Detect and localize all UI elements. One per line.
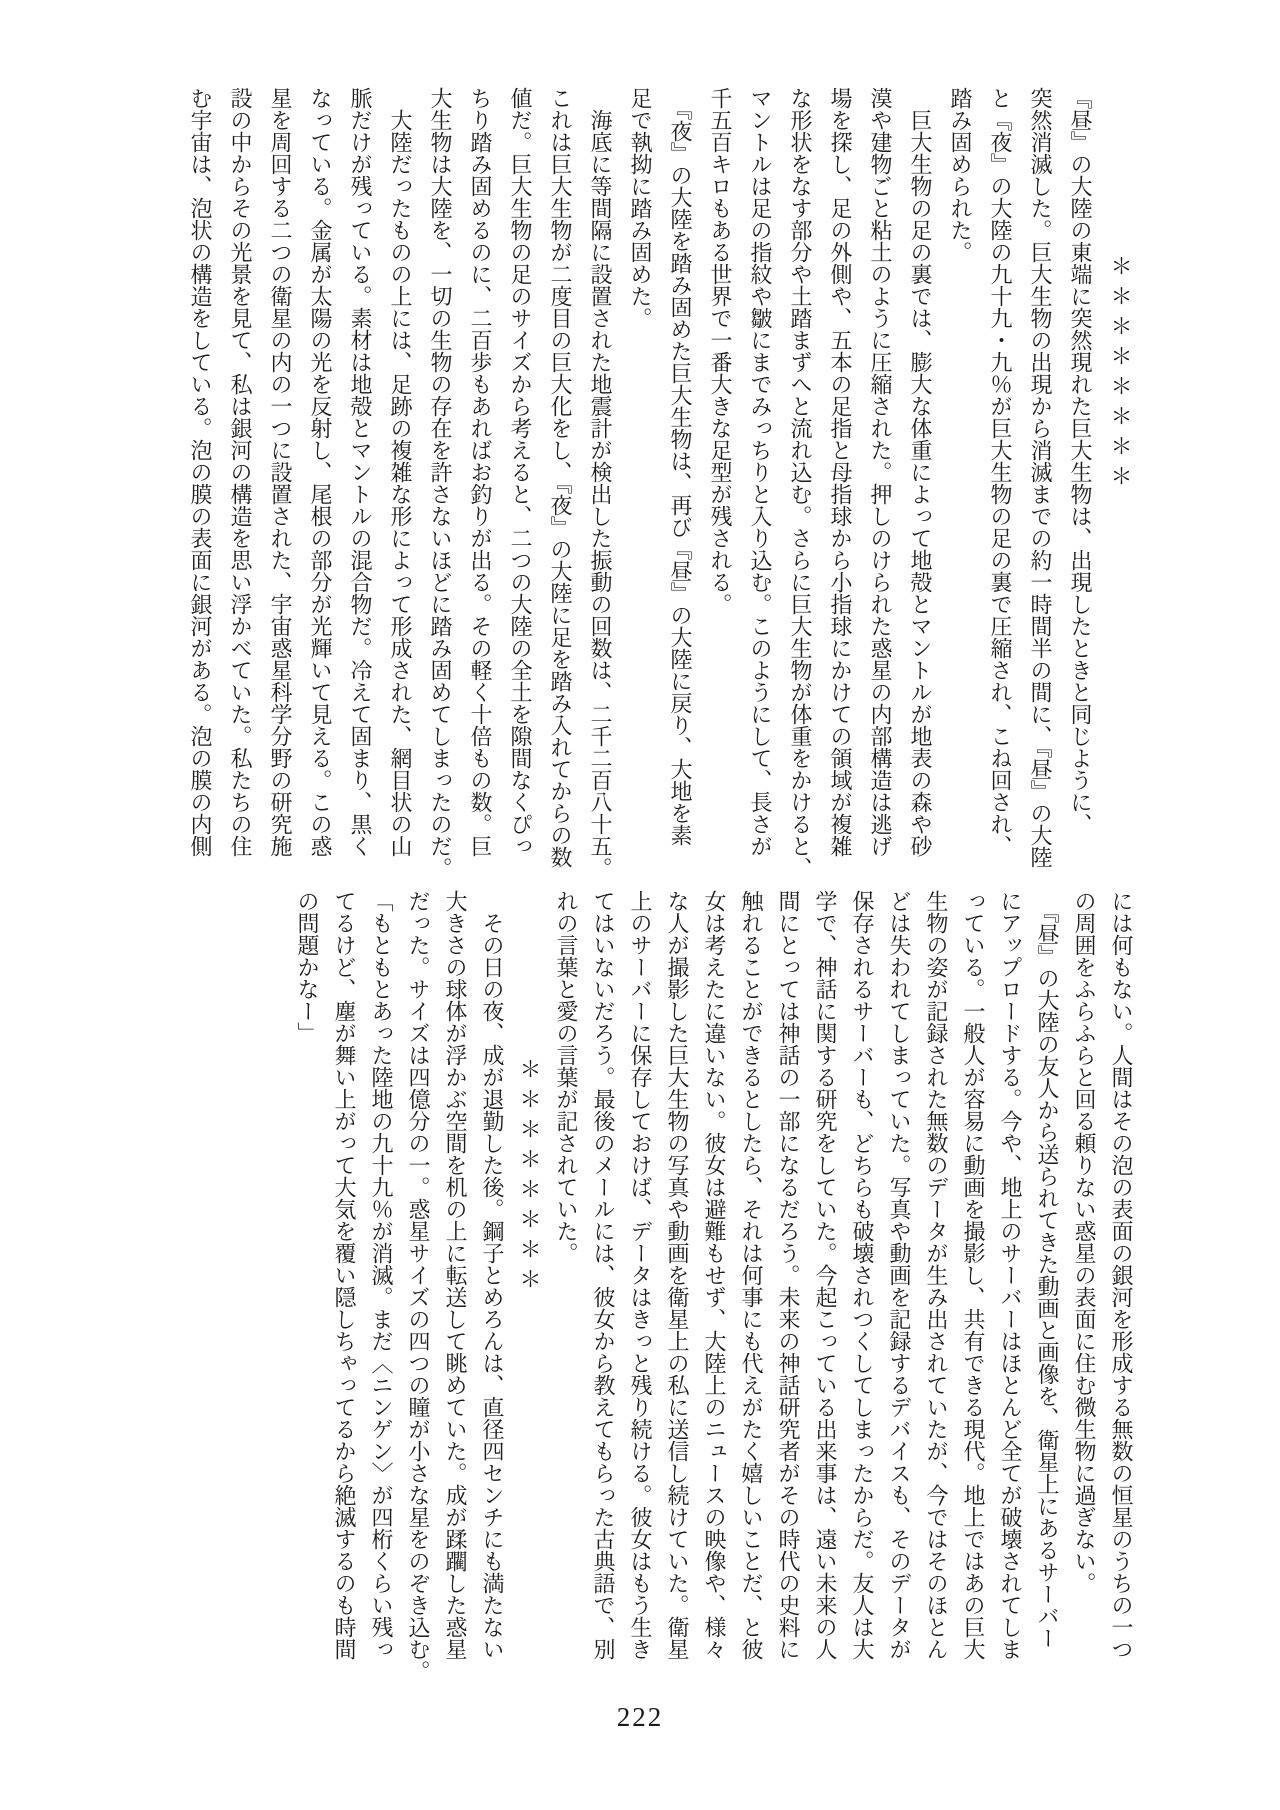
text-line: 足で執拗に踏み固めた。 (628, 87, 653, 329)
text-line: 大生物は大陸を、一切の生物の存在を許さないほどに踏み固めてしまったのだ。 (428, 87, 453, 879)
text-line: には何もない。人間はその泡の表面の銀河を形成する無数の恒星のうちの一つ (1109, 890, 1134, 1660)
text-line: 上のサーバーに保存しておけば、データはきっと残り続ける。彼女はもう生き (628, 890, 653, 1660)
text-line: 女は考えたに違いない。彼女は避難もせず、大陸上のニュースの映像や、様々 (702, 890, 727, 1660)
text-line: 踏み固められた。 (948, 87, 973, 263)
text-line: と『夜』の大陸の九十九・九％が巨大生物の足の裏で圧縮され、こね回され、 (988, 87, 1013, 857)
text-line: 生物の姿が記録された無数のデータが生み出されていたが、今ではそのほとん (924, 890, 949, 1660)
page-number: 222 (616, 1702, 664, 1732)
text-line: 値だ。巨大生物の足のサイズから考えると、二つの大陸の全土を隙間なくぴっ (508, 87, 533, 857)
text-line: 星を周回する二つの衛星の内の一つに設置された、宇宙惑星科学分野の研究施 (268, 87, 293, 857)
text-line: 大陸だったものの上には、足跡の複雑な形によって形成された、網目状の山 (388, 87, 413, 857)
text-line: の周囲をふらふらと回る頼りない惑星の表面に住む微生物に過ぎない。 (1072, 890, 1097, 1594)
text-line: 『昼』の大陸の東端に突然現れた巨大生物は、出現したときと同じように、 (1068, 87, 1093, 835)
text-line: その日の夜、成が退勤した後。鋼子とめろんは、直径四センチにも満たない (480, 890, 505, 1660)
text-line: 保存されるサーバーも、どちらも破壊されつくしてしまったからだ。友人は大 (850, 890, 875, 1660)
text-line: 『昼』の大陸の友人から送られてきた動画と画像を、衛星上にあるサーバー (1035, 890, 1060, 1649)
text-line: な人が撮影した巨大生物の写真や動画を衛星上の私に送信し続けていた。衛星 (665, 890, 690, 1660)
text-line: 「もともとあった陸地の九十九％が消滅。まだ〈ニンゲン〉が四桁くらい残っ (369, 890, 394, 1660)
text-line: ちり踏み固めるのに、二百歩もあればお釣りが出る。その軽く十倍もの数。巨 (468, 87, 493, 857)
text-line: 突然消滅した。巨大生物の出現から消滅までの約一時間半の間に、『昼』の大陸 (1028, 87, 1053, 868)
bottom-text-block (289, 890, 1140, 1682)
text-line: なっている。金属が太陽の光を反射し、尾根の部分が光輝いて見える。この惑 (308, 87, 333, 857)
text-line: む宇宙は、泡状の構造をしている。泡の膜の表面に銀河がある。泡の膜の内側 (188, 87, 213, 857)
section-separator: ＊＊＊＊＊＊＊＊ (1108, 255, 1133, 495)
text-line: 学で、神話に関する研究をしていた。今起こっている出来事は、遠い未来の人 (813, 890, 838, 1660)
text-line: 触れることができるとしたら、それは何事にも代えがたく嬉しいことだ、と彼 (739, 890, 764, 1660)
text-line: 大きさの球体が浮かぶ空間を机の上に転送して眺めていた。成が蹂躙した惑星 (443, 890, 468, 1660)
text-line: てはいないだろう。最後のメールには、彼女から教えてもらった古典語で、別 (591, 890, 616, 1660)
text-line: これは巨大生物が二度目の巨大化をし、『夜』の大陸に足を踏み入れてからの数 (548, 87, 573, 868)
text-line: の問題かなー」 (295, 890, 320, 1044)
text-line: 脈だけが残っている。素材は地殻とマントルの混合物だ。冷えて固まり、黒く (348, 87, 373, 857)
text-line: 漠や建物ごと粘土のように圧縮された。押しのけられた惑星の内部構造は逃げ (868, 87, 893, 857)
text-line: どは失われてしまっていた。写真や動画を記録するデバイスも、そのデータが (887, 890, 912, 1660)
text-line: 設の中からその光景を見て、私は銀河の構造を思い浮かべていた。私たちの住 (228, 87, 253, 857)
text-line: 千五百キロもある世界で一番大きな足型が残される。 (708, 87, 733, 615)
top-text-block (180, 87, 1140, 879)
section-separator: ＊＊＊＊＊＊＊＊ (517, 1058, 542, 1298)
text-line: な形状をなす部分や土踏まずへと流れ込む。さらに巨大生物が体重をかけると、 (788, 87, 813, 879)
text-line: っている。一般人が容易に動画を撮影し、共有できる現代。地上ではあの巨大 (961, 890, 986, 1660)
text-line: にアップロードする。今や、地上のサーバーはほとんど全てが破壊されてしま (998, 890, 1023, 1660)
text-line: 間にとっては神話の一部になるだろう。未来の神話研究者がその時代の史料に (776, 890, 801, 1660)
text-line: マントルは足の指紋や皺にまでみっちりと入り込む。このようにして、長さが (748, 87, 773, 857)
text-line: 海底に等間隔に設置された地震計が検出した振動の回数は、二千二百八十五。 (588, 87, 613, 879)
text-line: 『夜』の大陸を踏み固めた巨大生物は、再び『昼』の大陸に戻り、大地を素 (668, 87, 693, 846)
text-line: 場を探し、足の外側や、五本の足指と母指球から小指球にかけての領域が複雑 (828, 87, 853, 857)
text-line: てるけど、塵が舞い上がって大気を覆い隠しちゃってるから絶滅するのも時間 (332, 890, 357, 1660)
text-line: れの言葉と愛の言葉が記されていた。 (554, 890, 579, 1264)
text-line: だった。サイズは四億分の一。惑星サイズの四つの瞳が小さな星をのぞき込む。 (406, 890, 431, 1682)
text-line: 巨大生物の足の裏では、膨大な体重によって地殻とマントルが地表の森や砂 (908, 87, 933, 857)
